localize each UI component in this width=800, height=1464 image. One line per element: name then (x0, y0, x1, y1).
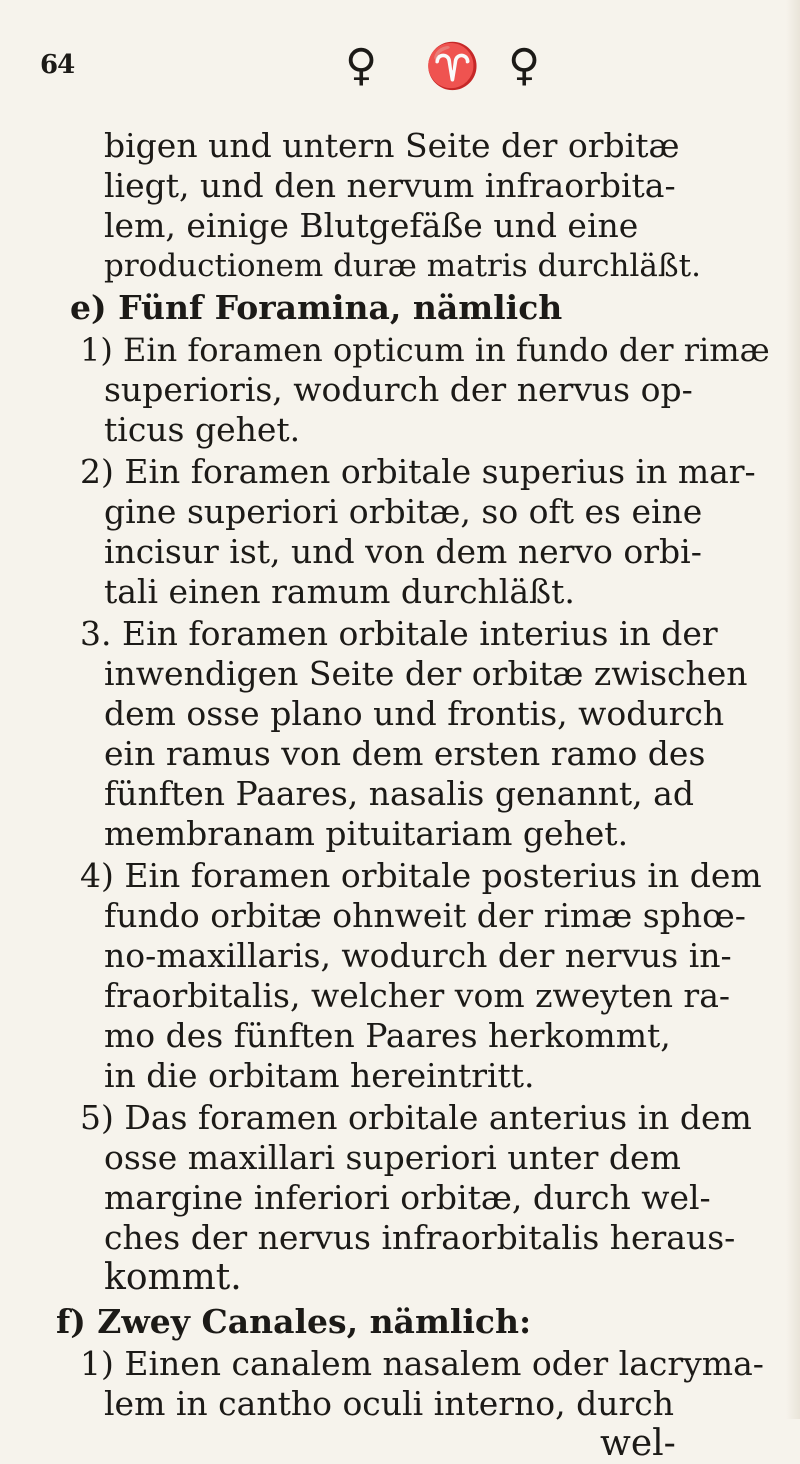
text-line: kommt. (104, 1257, 242, 1298)
section-heading: e) Fünf Foramina, nämlich (70, 288, 563, 327)
page-header (40, 40, 740, 100)
text-line: superioris, wodurch der nervus op- (104, 370, 693, 409)
text-line: productionem duræ matris durchläßt. (104, 248, 701, 284)
page-edge (786, 0, 800, 1419)
text-line: 5) Das foramen orbitale anterius in dem (80, 1098, 752, 1137)
text-line: incisur ist, und von dem nervo orbi- (104, 532, 702, 571)
text-line: 1) Einen canalem nasalem oder lacryma- (80, 1344, 764, 1383)
text-line: lem, einige Blutgefäße und eine (104, 206, 639, 245)
text-line: lem in cantho oculi interno, durch (104, 1384, 675, 1423)
text-line: dem osse plano und frontis, wodurch (104, 694, 725, 733)
text-line: bigen und untern Seite der orbitæ (104, 126, 680, 165)
text-line: mo des fünften Paares herkommt, (104, 1016, 671, 1055)
text-line: fünften Paares, nasalis genannt, ad (104, 774, 694, 813)
text-line: 3. Ein foramen orbitale interius in der (80, 614, 718, 653)
text-line: 2) Ein foramen orbitale superius in mar- (80, 452, 756, 491)
text-line: gine superiori orbitæ, so oft es eine (104, 492, 703, 531)
text-line: liegt, und den nervum infraorbita- (104, 166, 676, 205)
section-heading: f) Zwey Canales, nämlich: (56, 1302, 532, 1341)
text-line: membranam pituitariam gehet. (104, 814, 629, 853)
aries-symbol: ♈ (425, 41, 480, 92)
text-line: in die orbitam hereintritt. (104, 1056, 535, 1095)
text-line: 1) Ein foramen opticum in fundo der rimæ (80, 331, 770, 369)
text-line: osse maxillari superiori unter dem (104, 1138, 681, 1177)
text-line: no-maxillaris, wodurch der nervus in- (104, 936, 732, 975)
text-line: ticus gehet. (104, 410, 301, 449)
text-line: fundo orbitæ ohnweit der rimæ sphœ- (104, 896, 746, 935)
venus-symbol: ♀ (508, 40, 541, 91)
text-line: fraorbitalis, welcher vom zweyten ra- (104, 976, 731, 1015)
text-line: inwendigen Seite der orbitæ zwischen (104, 654, 748, 693)
text-line: tali einen ramum durchläßt. (104, 572, 575, 611)
text-line: ein ramus von dem ersten ramo des (104, 734, 706, 773)
text-line: margine inferiori orbitæ, durch wel- (104, 1178, 711, 1217)
catchword: wel- (600, 1423, 676, 1464)
page-number: 64 (40, 50, 75, 80)
text-line: 4) Ein foramen orbitale posterius in dem (80, 856, 762, 895)
text-line: ches der nervus infraorbitalis heraus- (104, 1218, 736, 1257)
venus-symbol: ♀ (345, 40, 378, 91)
